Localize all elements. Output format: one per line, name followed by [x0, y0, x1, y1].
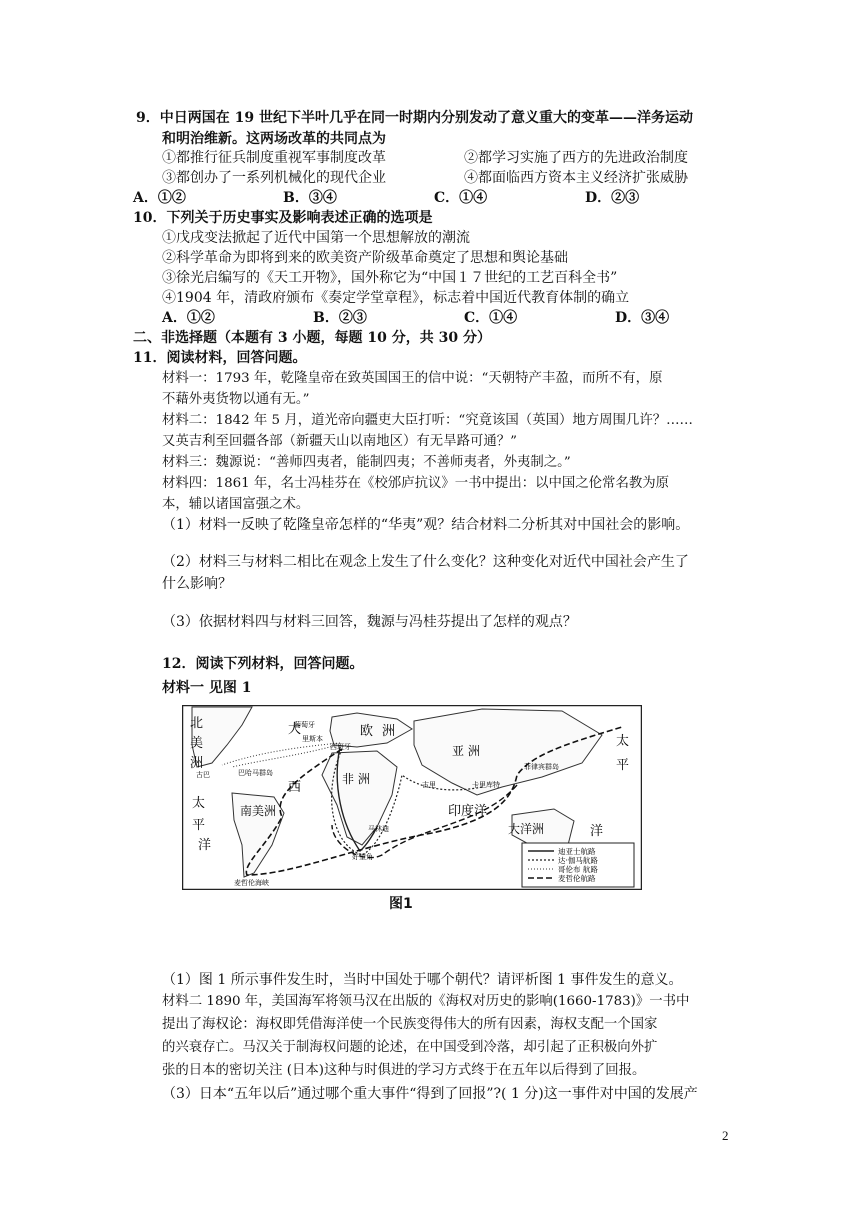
q9-item-1: ①都推行征兵制度重视军事制度改革	[162, 150, 386, 166]
q10-option-b: B．②③	[313, 310, 367, 326]
label-oceania: 大洋洲	[508, 822, 545, 836]
q10-option-a: A．①②	[162, 310, 215, 326]
label-xi: 西	[288, 780, 302, 795]
legend-magellan: 麦哲伦航路	[558, 874, 596, 883]
q12-stem: 12．阅读下列材料，回答问题。	[162, 656, 364, 672]
label-cuba: 古巴	[196, 771, 210, 779]
q11-material-3: 材料三：魏源说：“善师四夷者，能制四夷；不善师夷者，外夷制之。”	[162, 455, 571, 470]
q12-material-2-line2: 提出了海权论：海权即凭借海洋使一个民族变得伟大的所有因素，海权支配一个国家	[162, 1017, 658, 1032]
label-bei: 北	[190, 716, 204, 731]
label-lisbon: 里斯本	[302, 735, 323, 743]
q12-material-2-line4: 张的日本的密切关注 (日本)这种与时俱进的学习方式终于在五年以后得到了回报。	[162, 1063, 646, 1078]
q12-material-1: 材料一 见图 1	[162, 680, 252, 696]
legend-dias: 迪亚士航路	[558, 847, 596, 856]
q11-material-1-line2: 不藉外夷货物以通有无。”	[162, 392, 310, 407]
label-malindi: 马林迪	[368, 825, 389, 833]
q9-option-b: B．③④	[283, 190, 337, 206]
label-da: 大	[288, 722, 302, 737]
q12-subquestion-1: （1）图 1 所示事件发生时，当时中国处于哪个朝代？请评析图 1 事件发生的意义。	[162, 972, 683, 988]
q10-option-c: C．①④	[464, 310, 518, 326]
label-magellan-strait: 麦哲伦海峡	[234, 879, 269, 887]
q9-item-3: ③都创办了一系列机械化的现代企业	[162, 170, 386, 186]
label-tai-left: 太	[192, 796, 206, 811]
label-philippines: 菲律宾群岛	[524, 763, 559, 771]
q9-item-2: ②都学习实施了西方的先进政治制度	[464, 150, 688, 166]
q11-stem: 11．阅读材料，回答问题。	[133, 350, 307, 366]
q11-subquestion-1: （1）材料一反映了乾隆皇帝怎样的“华夷”观？结合材料二分析其对中国社会的影响。	[162, 517, 690, 533]
label-ping-right: 平	[616, 758, 630, 773]
page-number: 2	[722, 1128, 729, 1143]
q11-material-2-line1: 材料二：1842 年 5 月，道光帝向疆吏大臣打听：“究竟该国（英国）地方周围几许？……	[162, 413, 693, 428]
q10-stem: 10．下列关于历史事实及影响表述正确的选项是	[133, 210, 433, 226]
label-south-america: 南美洲	[240, 804, 277, 818]
q10-item-1: ①戊戌变法掀起了近代中国第一个思想解放的潮流	[162, 230, 470, 246]
q11-subquestion-2-line2: 什么影响？	[162, 576, 232, 592]
label-portugal: 葡萄牙	[294, 721, 315, 729]
q11-subquestion-2-line1: （2）材料三与材料二相比在观念上发生了什么变化？这种变化对近代中国社会产生了	[162, 554, 689, 570]
label-zhou: 洲	[190, 756, 204, 771]
q9-stem-line1: 9．中日两国在 19 世纪下半叶几乎在同一时期内分别发动了意义重大的变革——洋务运动	[136, 110, 693, 126]
label-yang-right: 洋	[590, 824, 604, 839]
q12-material-2-line3: 的兴衰存亡。马汉关于制海权问题的论述，在中国受到冷落，却引起了正积极向外扩	[162, 1040, 658, 1055]
q11-material-4-line1: 材料四：1861 年，名士冯桂芬在《校邠庐抗议》一书中提出：以中国之伦常名教为原	[162, 476, 670, 491]
section-heading: 二、非选择题（本题有 3 小题，每题 10 分，共 30 分）	[133, 330, 491, 346]
q9-stem-line2: 和明治维新。这两场改革的共同点为	[162, 131, 386, 147]
q10-item-4: ④1904 年，清政府颁布《奏定学堂章程》，标志着中国近代教育体制的确立	[162, 290, 630, 306]
q9-option-d: D．②③	[585, 190, 640, 206]
label-tai-right: 太	[616, 734, 630, 749]
q10-item-2: ②科学革命为即将到来的欧美资产阶级革命奠定了思想和舆论基础	[162, 250, 568, 266]
q11-subquestion-3: （3）依据材料四与材料三回答，魏源与冯桂芬提出了怎样的观点？	[162, 614, 577, 630]
q9-option-a: A．①②	[133, 190, 186, 206]
q10-item-3: ③徐光启编写的《天工开物》，国外称它为“中国１７世纪的工艺百科全书”	[162, 270, 618, 286]
label-guli: 古里	[422, 781, 436, 789]
label-mei: 美	[190, 736, 204, 751]
label-cape-good-hope: 好望角	[352, 853, 373, 861]
q11-material-2-line2: 又英吉利至回疆各部（新疆天山以南地区）有无旱路可通？”	[162, 434, 517, 449]
label-calicut: 卡里库特	[472, 781, 500, 789]
label-ping-left: 平	[192, 818, 206, 833]
q11-material-4-line2: 本，辅以诸国富强之术。	[162, 497, 310, 512]
legend-columbus: 哥伦布 航路	[558, 865, 598, 874]
voyage-map	[182, 705, 642, 890]
q9-option-c: C．①④	[434, 190, 488, 206]
q11-material-1-line1: 材料一：1793 年，乾隆皇帝在致英国国王的信中说：“天朝特产丰盈，而所不有，原	[162, 371, 663, 386]
q12-material-2-line1: 材料二 1890 年，美国海军将领马汉在出版的《海权对历史的影响(1660-1783)》一书中	[162, 994, 690, 1009]
label-asia: 亚 洲	[452, 744, 480, 758]
label-yang-left: 洋	[198, 838, 212, 853]
label-spain: 西班牙	[330, 743, 351, 751]
legend-da-gama: 达·伽马航路	[558, 856, 598, 865]
label-indian-ocean: 印度洋	[448, 804, 488, 819]
label-bahamas: 巴哈马群岛	[238, 769, 273, 777]
label-africa: 非 洲	[342, 772, 370, 786]
label-ouzhou: 洲	[382, 724, 396, 739]
q9-item-4: ④都面临西方资本主义经济扩张威胁	[464, 170, 688, 186]
figure-caption: 图1	[389, 896, 413, 912]
q12-subquestion-3: （3）日本“五年以后”通过哪个重大事件“得到了回报”?( 1 分)这一事件对中国的发展产	[162, 1086, 698, 1102]
label-ou: 欧	[360, 724, 374, 739]
q10-option-d: D．③④	[615, 310, 670, 326]
